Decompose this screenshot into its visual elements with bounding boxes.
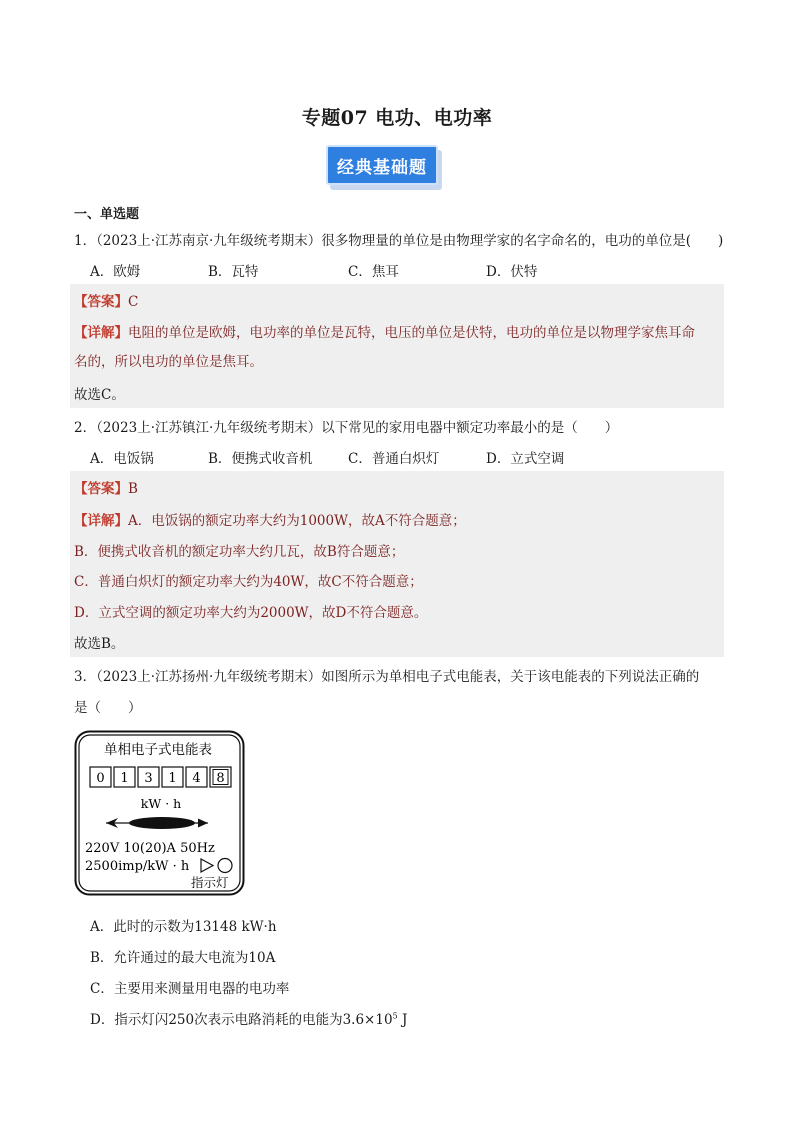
badge-label: 经典基础题 bbox=[326, 145, 438, 185]
question-2-answer-box bbox=[70, 471, 724, 657]
q1-option-a[interactable]: A．欧姆 bbox=[90, 264, 141, 280]
question-3-stem-line-2: 是（ ） bbox=[74, 700, 142, 716]
page-title: 专题07 电功、电功率 bbox=[301, 107, 493, 129]
question-2-options bbox=[90, 447, 564, 467]
indicator-label: 指示灯 bbox=[191, 875, 229, 890]
digit-5: 4 bbox=[192, 771, 201, 786]
q3-option-d-exponent: 5 bbox=[392, 1011, 398, 1021]
meter-title: 单相电子式电能表 bbox=[104, 742, 212, 758]
section-heading: 一、单选题 bbox=[74, 207, 140, 222]
q3-option-a[interactable]: A．此时的示数为13148 kW·h bbox=[90, 919, 277, 935]
energy-meter-figure bbox=[74, 730, 245, 896]
q2-option-b[interactable]: B．便携式收音机 bbox=[208, 451, 313, 467]
q1-option-d[interactable]: D．伏特 bbox=[486, 264, 538, 280]
q2-detail-b: B．便携式收音机的额定功率大约几瓦，故B符合题意； bbox=[74, 544, 405, 560]
q1-option-b[interactable]: B．瓦特 bbox=[208, 264, 259, 280]
q2-option-d[interactable]: D．立式空调 bbox=[486, 451, 565, 467]
q2-option-a[interactable]: A．电饭锅 bbox=[90, 451, 154, 467]
q3-option-d-text: D．指示灯闪250次表示电路消耗的电能为3.6×10 bbox=[90, 1012, 393, 1028]
q2-conclusion: 故选B。 bbox=[74, 636, 125, 652]
rotating-disc bbox=[129, 817, 195, 829]
q1-conclusion: 故选C。 bbox=[74, 387, 125, 403]
digit-6: 8 bbox=[216, 771, 225, 786]
q1-answer: 【答案】C bbox=[74, 294, 139, 310]
q1-detail-line-1: 【详解】电阻的单位是欧姆，电功率的单位是瓦特，电压的单位是伏特，电功的单位是以物理学家焦耳命 bbox=[74, 325, 695, 341]
digit-3: 3 bbox=[144, 771, 153, 786]
question-2-stem: 2．（2023上·江苏镇江·九年级统考期末）以下常见的家用电器中额定功率最小的是（ ） bbox=[74, 420, 619, 436]
q3-option-b[interactable]: B．允许通过的最大电流为10A bbox=[90, 950, 276, 966]
question-3-stem-line-1: 3．（2023上·江苏扬州·九年级统考期末）如图所示为单相电子式电能表，关于该电能表的下列说法正确的 bbox=[74, 669, 700, 685]
q3-option-d[interactable] bbox=[90, 1008, 407, 1028]
question-1-stem: 1．（2023上·江苏南京·九年级统考期末）很多物理量的单位是由物理学家的名字命名的，电功的单位是( ) bbox=[74, 233, 724, 249]
q2-detail-c: C．普通白炽灯的额定功率大约为40W，故C不符合题意； bbox=[74, 574, 423, 590]
q2-option-c[interactable]: C．普通白炽灯 bbox=[348, 451, 440, 467]
question-1-answer-box bbox=[70, 284, 724, 408]
digit-2: 1 bbox=[120, 771, 129, 786]
q2-detail-d: D．立式空调的额定功率大约为2000W，故D不符合题意。 bbox=[74, 605, 428, 621]
meter-spec-rating: 220V 10(20)A 50Hz bbox=[85, 841, 215, 856]
section-badge bbox=[326, 145, 442, 190]
q1-option-c[interactable]: C．焦耳 bbox=[348, 264, 399, 280]
digit-1: 0 bbox=[96, 771, 105, 786]
q3-option-c[interactable]: C．主要用来测量用电器的电功率 bbox=[90, 981, 290, 997]
q3-option-d-unit: J bbox=[397, 1012, 408, 1028]
q1-detail-line-2: 名的，所以电功的单位是焦耳。 bbox=[74, 354, 263, 370]
question-1-options bbox=[90, 260, 537, 280]
meter-spec-constant: 2500imp/kW · h bbox=[85, 859, 190, 874]
q2-detail-a: 【详解】A．电饭锅的额定功率大约为1000W，故A不符合题意； bbox=[74, 513, 466, 529]
q2-answer: 【答案】B bbox=[74, 481, 138, 497]
digit-4: 1 bbox=[168, 771, 177, 786]
meter-unit: kW · h bbox=[140, 796, 182, 811]
